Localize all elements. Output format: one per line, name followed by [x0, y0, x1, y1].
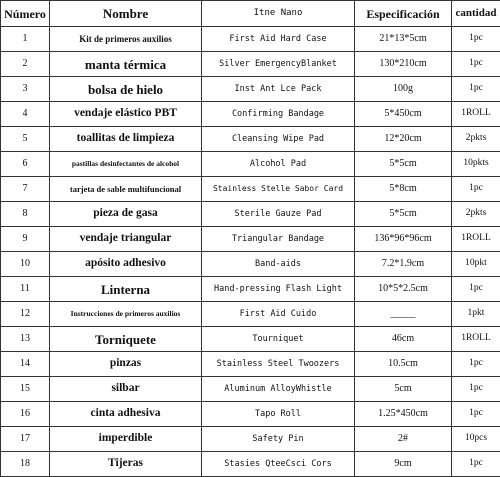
- cell-cantidad: 1pc: [452, 452, 500, 477]
- cell-numero: 13: [1, 327, 50, 352]
- cell-numero: 2: [1, 52, 50, 77]
- cell-item-name: Cleansing Wipe Pad: [202, 127, 355, 152]
- cell-cantidad: 1ROLL: [452, 327, 500, 352]
- cell-especificacion: 5*5cm: [355, 202, 452, 227]
- cell-item-name: Silver EmergencyBlanket: [202, 52, 355, 77]
- cell-item-name: First Aid Hard Case: [202, 27, 355, 52]
- table-row: [1, 427, 500, 452]
- cell-item-name: Tapo Roll: [202, 402, 355, 427]
- cell-especificacion: 100g: [355, 77, 452, 102]
- cell-especificacion: 7.2*1.9cm: [355, 252, 452, 277]
- cell-item-name: Sterile Gauze Pad: [202, 202, 355, 227]
- cell-nombre: cinta adhesiva: [50, 402, 202, 427]
- header-row: [1, 1, 500, 27]
- cell-nombre: toallitas de limpieza: [50, 127, 202, 152]
- table-row: [1, 77, 500, 102]
- cell-item-name: Stasies QteeCsci Cors: [202, 452, 355, 477]
- header-numero: Número: [1, 1, 50, 27]
- cell-especificacion: 5*450cm: [355, 102, 452, 127]
- cell-cantidad: 1pkt: [452, 302, 500, 327]
- cell-especificacion: 5cm: [355, 377, 452, 402]
- table-row: [1, 327, 500, 352]
- cell-numero: 3: [1, 77, 50, 102]
- cell-cantidad: 10pcs: [452, 427, 500, 452]
- cell-nombre: Instrucciones de primeros auxilios: [50, 302, 202, 327]
- cell-nombre: pinzas: [50, 352, 202, 377]
- cell-especificacion: 5*5cm: [355, 152, 452, 177]
- cell-nombre: vendaje elástico PBT: [50, 102, 202, 127]
- cell-especificacion: 46cm: [355, 327, 452, 352]
- cell-nombre: vendaje triangular: [50, 227, 202, 252]
- cell-nombre: tarjeta de sable multifuncional: [50, 177, 202, 202]
- cell-cantidad: 2pkts: [452, 127, 500, 152]
- table-row: [1, 177, 500, 202]
- cell-especificacion: 130*210cm: [355, 52, 452, 77]
- cell-numero: 14: [1, 352, 50, 377]
- cell-especificacion: 10*5*2.5cm: [355, 277, 452, 302]
- table-row: [1, 302, 500, 327]
- table-row: [1, 277, 500, 302]
- header-item-name: Itne Nano: [202, 1, 355, 27]
- header-especificacion: Especificación: [355, 1, 452, 27]
- header-cantidad: cantidad: [452, 1, 500, 27]
- cell-numero: 5: [1, 127, 50, 152]
- cell-numero: 7: [1, 177, 50, 202]
- cell-especificacion: 5*8cm: [355, 177, 452, 202]
- cell-nombre: imperdible: [50, 427, 202, 452]
- cell-especificacion: 9cm: [355, 452, 452, 477]
- cell-item-name: Band-aids: [202, 252, 355, 277]
- cell-nombre: pastillas desinfectantes de alcohol: [50, 152, 202, 177]
- cell-cantidad: 10pkt: [452, 252, 500, 277]
- cell-nombre: bolsa de hielo: [50, 77, 202, 102]
- cell-especificacion: 21*13*5cm: [355, 27, 452, 52]
- cell-cantidad: 10pkts: [452, 152, 500, 177]
- table-row: [1, 352, 500, 377]
- cell-nombre: Tijeras: [50, 452, 202, 477]
- cell-especificacion: 1.25*450cm: [355, 402, 452, 427]
- cell-nombre: Kit de primeros auxilios: [50, 27, 202, 52]
- table-row: [1, 252, 500, 277]
- table-row: [1, 27, 500, 52]
- cell-cantidad: 1pc: [452, 377, 500, 402]
- cell-nombre: manta térmica: [50, 52, 202, 77]
- cell-item-name: Stainless Stelle Sabor Card: [202, 177, 355, 202]
- cell-especificacion: 2#: [355, 427, 452, 452]
- cell-nombre: Torniquete: [50, 327, 202, 352]
- cell-numero: 8: [1, 202, 50, 227]
- cell-item-name: Inst Ant Lce Pack: [202, 77, 355, 102]
- cell-numero: 4: [1, 102, 50, 127]
- cell-cantidad: 1pc: [452, 352, 500, 377]
- cell-cantidad: 1pc: [452, 177, 500, 202]
- cell-cantidad: 1ROLL: [452, 102, 500, 127]
- table-row: [1, 202, 500, 227]
- cell-numero: 1: [1, 27, 50, 52]
- cell-item-name: Confirming Bandage: [202, 102, 355, 127]
- cell-cantidad: 1ROLL: [452, 227, 500, 252]
- cell-numero: 17: [1, 427, 50, 452]
- header-nombre: Nombre: [50, 1, 202, 27]
- cell-cantidad: 2pkts: [452, 202, 500, 227]
- cell-especificacion: 10.5cm: [355, 352, 452, 377]
- cell-numero: 9: [1, 227, 50, 252]
- cell-item-name: First Aid Cuido: [202, 302, 355, 327]
- cell-numero: 12: [1, 302, 50, 327]
- cell-especificacion: 12*20cm: [355, 127, 452, 152]
- cell-item-name: Alcohol Pad: [202, 152, 355, 177]
- cell-numero: 15: [1, 377, 50, 402]
- table-row: [1, 152, 500, 177]
- table-row: [1, 102, 500, 127]
- cell-numero: 10: [1, 252, 50, 277]
- table-row: [1, 402, 500, 427]
- cell-nombre: pieza de gasa: [50, 202, 202, 227]
- cell-especificacion: 136*96*96cm: [355, 227, 452, 252]
- cell-item-name: Triangular Bandage: [202, 227, 355, 252]
- cell-cantidad: 1pc: [452, 402, 500, 427]
- cell-cantidad: 1pc: [452, 77, 500, 102]
- table-row: [1, 52, 500, 77]
- table-row: [1, 127, 500, 152]
- cell-item-name: Hand-pressing Flash Light: [202, 277, 355, 302]
- cell-nombre: apósito adhesivo: [50, 252, 202, 277]
- cell-numero: 11: [1, 277, 50, 302]
- cell-item-name: Safety Pin: [202, 427, 355, 452]
- cell-numero: 16: [1, 402, 50, 427]
- table-row: [1, 227, 500, 252]
- cell-cantidad: 1pc: [452, 27, 500, 52]
- cell-nombre: silbar: [50, 377, 202, 402]
- cell-cantidad: 1pc: [452, 277, 500, 302]
- cell-numero: 6: [1, 152, 50, 177]
- cell-numero: 18: [1, 452, 50, 477]
- cell-cantidad: 1pc: [452, 52, 500, 77]
- cell-especificacion: _____: [355, 302, 452, 327]
- cell-nombre: Linterna: [50, 277, 202, 302]
- cell-item-name: Stainless Steel Twoozers: [202, 352, 355, 377]
- table-row: [1, 377, 500, 402]
- cell-item-name: Aluminum AlloyWhistle: [202, 377, 355, 402]
- table-row: [1, 452, 500, 477]
- cell-item-name: Tourniquet: [202, 327, 355, 352]
